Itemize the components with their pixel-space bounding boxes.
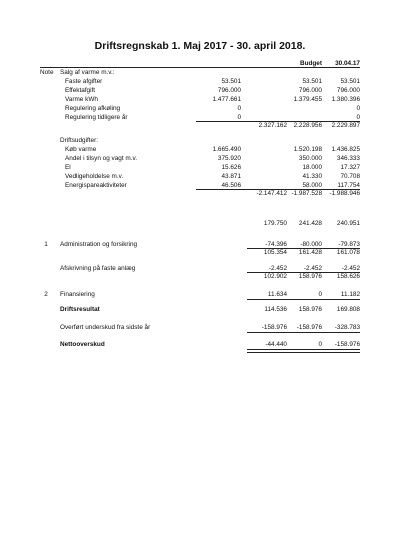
operating-result-row bbox=[0, 305, 400, 315]
gross-actual: 179.750 bbox=[263, 220, 287, 227]
row-value-prior: 0 bbox=[356, 105, 360, 112]
row-value-prior: 1.380.396 bbox=[331, 96, 360, 103]
subtotal-actual: 2.327.162 bbox=[258, 122, 287, 129]
row-value-actual: 46.506 bbox=[221, 182, 241, 189]
net-surplus-label: Nettooverskud bbox=[60, 341, 105, 348]
date-header: 30.04.17 bbox=[335, 60, 360, 67]
row-value-prior: 117.754 bbox=[337, 182, 360, 189]
row-value-actual: 15.626 bbox=[221, 164, 241, 171]
subtotal-prior: 2.229.897 bbox=[331, 122, 360, 129]
gross-result-row bbox=[0, 219, 400, 229]
subtotal-prior: -1.988.946 bbox=[329, 190, 360, 197]
row-value-prior: -79.873 bbox=[338, 241, 360, 248]
row-value-prior: 346.333 bbox=[336, 155, 360, 162]
row-label: Administration og forsikring bbox=[60, 241, 138, 248]
row-value-budget: 0 bbox=[318, 341, 322, 348]
row-value-actual: 114.536 bbox=[264, 306, 287, 313]
row-value-prior: 0 bbox=[356, 114, 360, 121]
gross-prior: 240.951 bbox=[336, 220, 360, 227]
subtotal-row bbox=[0, 189, 400, 199]
row-value-prior: 796.000 bbox=[336, 87, 360, 94]
row-value-budget: -80.000 bbox=[300, 241, 322, 248]
row-label: Regulering afkøling bbox=[65, 105, 121, 112]
row-value-actual: -2.452 bbox=[268, 265, 287, 272]
row-value-prior: -2.452 bbox=[341, 265, 360, 272]
row-value-budget: 53.501 bbox=[302, 78, 322, 85]
row-value-budget: 1.520.198 bbox=[293, 146, 322, 153]
row-value-actual: 375.920 bbox=[217, 155, 241, 162]
subtotal-rule bbox=[247, 332, 360, 333]
row-value-actual: 53.501 bbox=[221, 78, 241, 85]
subtotal-actual: 105.354 bbox=[263, 249, 287, 256]
row-value-budget: 0 bbox=[318, 291, 322, 298]
row-value-prior: 1.436.825 bbox=[331, 146, 360, 153]
row-label: Andel i tilsyn og vagt m.v. bbox=[65, 155, 137, 162]
row-label: Overført underskud fra sidste år bbox=[60, 324, 151, 331]
subtotal-budget: 2.228.956 bbox=[293, 122, 322, 129]
gross-budget: 241.428 bbox=[298, 220, 322, 227]
budget-header: Budget bbox=[299, 60, 322, 67]
row-value-actual: 11.634 bbox=[267, 291, 287, 298]
row-value-prior: -328.783 bbox=[334, 324, 360, 331]
row-value-budget: -158.976 bbox=[296, 324, 322, 331]
row-value-actual: 1.477.661 bbox=[212, 96, 241, 103]
row-label: Køb varme bbox=[65, 146, 97, 153]
subtotal-budget: 161.428 bbox=[298, 249, 322, 256]
subtotal-actual: 102.902 bbox=[263, 273, 287, 280]
row-value-budget: 1.379.455 bbox=[293, 96, 322, 103]
row-label: Afskrivning på faste anlæg bbox=[60, 265, 136, 272]
note-header: Note bbox=[40, 69, 54, 76]
row-value-actual: -158.976 bbox=[261, 324, 287, 331]
row-value-budget: 41.330 bbox=[302, 173, 322, 180]
note-number: 2 bbox=[44, 291, 48, 298]
row-label: Energispareaktiviteter bbox=[65, 182, 127, 189]
row-value-actual: -74.396 bbox=[265, 241, 287, 248]
subtotal-prior: 161.078 bbox=[336, 249, 360, 256]
note-number: 1 bbox=[44, 241, 48, 248]
row-value-prior: -158.976 bbox=[334, 341, 360, 348]
row-value-budget: 350.000 bbox=[298, 155, 322, 162]
row-value-actual: 796.000 bbox=[217, 87, 241, 94]
row-value-budget: 18.000 bbox=[302, 164, 322, 171]
row-value-actual: 0 bbox=[237, 105, 241, 112]
row-label: Regulering tidligere år bbox=[65, 114, 128, 121]
row-value-prior: 11.182 bbox=[340, 291, 360, 298]
total-double-rule bbox=[247, 349, 360, 353]
row-value-actual: 43.871 bbox=[221, 173, 241, 180]
row-label: Vedligeholdelse m.v. bbox=[65, 173, 124, 180]
row-value-budget: -2.452 bbox=[303, 265, 322, 272]
operating-result-label: Driftsresultat bbox=[60, 306, 100, 313]
row-value-prior: 17.327 bbox=[340, 164, 360, 171]
subtotal-row bbox=[0, 272, 400, 282]
row-value-budget: 796.000 bbox=[298, 87, 322, 94]
row-value-actual: 1.665.490 bbox=[212, 146, 241, 153]
subtotal-actual: -2.147.412 bbox=[256, 190, 287, 197]
row-label: Faste afgifter bbox=[65, 78, 103, 85]
subtotal-prior: 158.626 bbox=[336, 273, 360, 280]
subtotal-budget: 158.976 bbox=[298, 273, 322, 280]
section-label-expenses: Driftsudgifter: bbox=[60, 137, 99, 144]
subtotal-budget: -1.987.528 bbox=[291, 190, 322, 197]
row-label: El bbox=[65, 164, 71, 171]
row-value-prior: 70.708 bbox=[340, 173, 360, 180]
subtotal-row bbox=[0, 248, 400, 258]
row-value-actual: -44.440 bbox=[265, 341, 287, 348]
row-label: Effektafgift bbox=[65, 87, 96, 94]
row-value-actual: 0 bbox=[237, 114, 241, 121]
section-label-sales: Salg af varme m.v.: bbox=[60, 69, 115, 76]
row-label: Finansiering bbox=[60, 291, 95, 298]
row-value-budget: 58.000 bbox=[302, 182, 322, 189]
page-title: Driftsregnskab 1. Maj 2017 - 30. april 2018. bbox=[94, 40, 306, 52]
row-value-budget: 158.976 bbox=[298, 306, 322, 313]
row-value-prior: 169.808 bbox=[336, 306, 360, 313]
row-value-prior: 53.501 bbox=[340, 78, 360, 85]
subtotal-rule bbox=[247, 299, 360, 300]
row-label: Varme kWh bbox=[65, 96, 98, 103]
subtotal-row bbox=[0, 121, 400, 131]
